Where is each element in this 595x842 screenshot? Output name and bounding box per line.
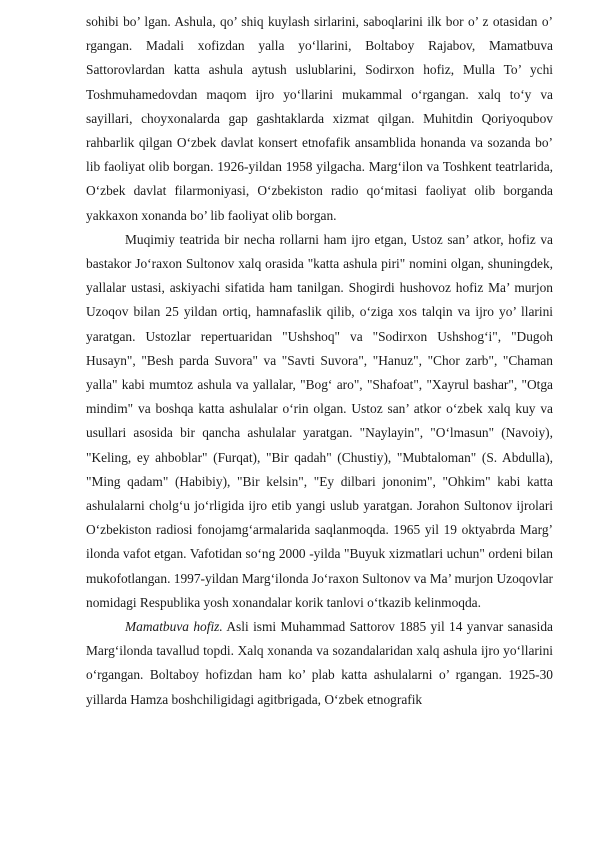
paragraph-3-text: Asli ismi Muhammad Sattorov 1885 yil 14 yanvar sanasida Marg‘ilonda tavallud topdi. Xalq xonanda va sozandalaridan xalq ashula ijro yo‘llarini o‘rgangan. Boltaboy hofizdan ham ko’ plab katta ashulalarni o’ rgangan. 1925-30 yillarda Hamza boshchiligidagi agitbrigada, O‘zbek etnografik [86, 619, 553, 707]
paragraph-1 [86, 10, 553, 228]
paragraph-3-lead: Mamatbuva hofiz. [125, 619, 223, 635]
paragraph-3 [86, 615, 553, 712]
paragraph-2 [86, 228, 553, 615]
paragraph-1-text: sohibi bo’ lgan. Ashula, qo’ shiq kuylash sirlarini, saboqlarini ilk bor o’ z otasidan o’ rgangan. Madali xofizdan yalla yo‘llarini, Boltaboy Rajabov, Mamatbuva Sattorovlardan katta ashula aytush uslublarini, Sodirxon hofiz, Mulla To’ ychi Toshmuhamedovdan maqom ijro yo‘llarini mukammal o‘rgangan. xalq to‘y va sayillari, choyxonalarda gap gashtaklarda xizmat qilgan. Muhitdin Qoriyoqubov rahbarlik qilgan O‘zbek davlat konsert etnofafik ansamblida honanda va sozanda bo’ lib faoliyat olib borgan. 1926-yildan 1958 yilgacha. Marg‘ilon va Toshkent teatrlarida, O‘zbek davlat filarmoniyasi, O‘zbekiston radio qo‘mitasi faoliyat olib borganda yakkaxon xonanda bo’ lib faoliyat olib borgan. [86, 14, 553, 223]
document-page [86, 10, 553, 712]
paragraph-2-text: Muqimiy teatrida bir necha rollarni ham ijro etgan, Ustoz san’ atkor, hofiz va bastakor Jo‘raxon Sultonov xalq orasida "katta ashula piri" nomini olgan, shuningdek, yallalar ustasi, askiyachi sifatida ham tanilgan. Shogirdi hushovoz hofiz Ma’ murjon Uzoqov bilan 25 yildan ortiq, hamnafaslik qilib, o‘ziga xos talqin va ijro yo’ llarini yaratgan. Ustozlar repertuaridan "Ushshoq" va "Sodirxon Ushshog‘i", "Dugoh Husayn", "Besh parda Suvora" va "Savti Suvora", "Hanuz", "Chor zarb", "Chaman yalla" kabi mumtoz ashula va yallalar, "Bog‘ aro", "Shafoat", "Xayrul bashar", "Otga mindim" va boshqa katta ashulalar o‘rin olgan. Ustoz san’ atkor o‘zbek xalq kuy va usullari asosida bir qancha ashulalar yaratgan. "Naylayin", "O‘lmasun" (Navoiy), "Keling, ey ahboblar" (Furqat), "Bir qadah" (Chustiy), "Mubtaloman" (S. Abdulla), "Ming qadam" (Habibiy), "Bir kelsin", "Ey dilbari jononim", "Ohkim" kabi katta ashulalarni cholg‘u jo‘rligida ijro etib yangi uslub yaratgan. Jorahon Sultonov ijrolari O‘zbekiston radiosi fonojamg‘armalarida saqlanmoqda. 1965 yil 19 oktyabrda Marg’ ilonda vafot etgan. Vafotidan so‘ng 2000 -yilda "Buyuk xizmatlari uchun" ordeni bilan mukofotlangan. 1997-yildan Marg‘ilonda Jo‘raxon Sultonov va Ma’ murjon Uzoqovlar nomidagi Respublika yosh xonandalar korik tanlovi o‘tkazib kelinmoqda. [86, 231, 553, 610]
